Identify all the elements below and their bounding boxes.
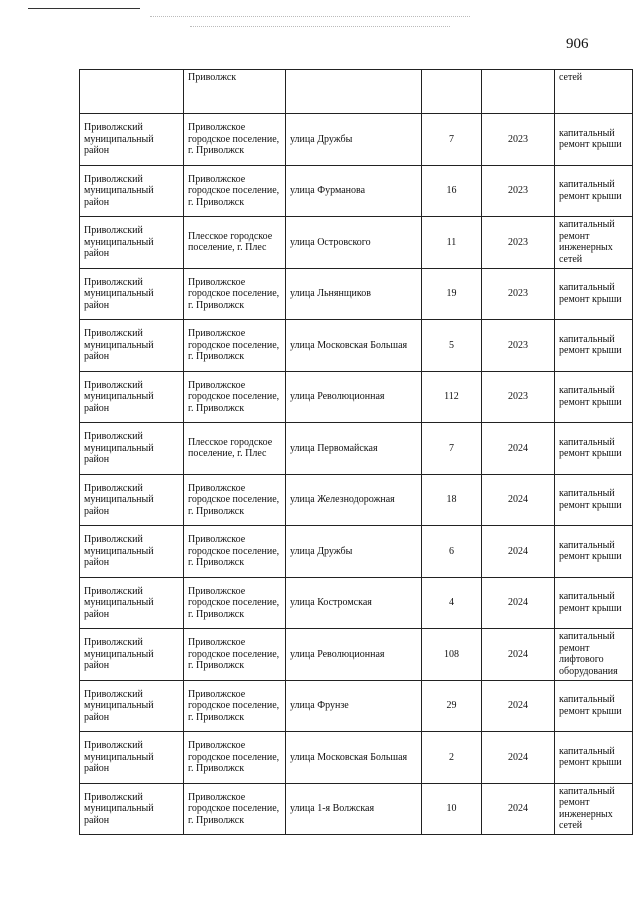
cell-district: Приволжский муниципальный район [80, 629, 184, 681]
cell-district: Приволжский муниципальный район [80, 217, 184, 269]
cell-house-number: 10 [422, 783, 482, 835]
cell-year: 2024 [482, 680, 555, 732]
cell-house-number: 18 [422, 474, 482, 526]
cell-district: Приволжский муниципальный район [80, 165, 184, 217]
cell-district: Приволжский муниципальный район [80, 474, 184, 526]
cell-house-number: 112 [422, 371, 482, 423]
cell-settlement: Приволжское городское поселение, г. Приволжск [184, 526, 286, 578]
cell-street: улица Льнянщиков [286, 268, 422, 320]
cell-house-number: 7 [422, 114, 482, 166]
cell-street: улица Революционная [286, 371, 422, 423]
cell-district: Приволжский муниципальный район [80, 371, 184, 423]
cell-street: улица Московская Большая [286, 320, 422, 372]
cell-settlement: Плесское городское поселение, г. Плес [184, 217, 286, 269]
page-number: 906 [566, 36, 589, 52]
cell-street: улица Дружбы [286, 114, 422, 166]
cell-street: улица Революционная [286, 629, 422, 681]
cell-house-number: 5 [422, 320, 482, 372]
cell-work-type: капитальный ремонт крыши [555, 114, 633, 166]
cell-street: улица Железнодорожная [286, 474, 422, 526]
cell-work-type: капитальный ремонт инженерных сетей [555, 217, 633, 269]
cell-work-type: капитальный ремонт крыши [555, 732, 633, 784]
cell-year: 2023 [482, 320, 555, 372]
cell-settlement: Приволжское городское поселение, г. Приволжск [184, 268, 286, 320]
cell-house-number: 2 [422, 732, 482, 784]
cell-work-type: капитальный ремонт крыши [555, 526, 633, 578]
cell-year: 2024 [482, 474, 555, 526]
table-row [80, 783, 633, 835]
cell-district: Приволжский муниципальный район [80, 732, 184, 784]
cell-house-number [422, 70, 482, 114]
repair-schedule-table [79, 69, 633, 835]
cell-year: 2023 [482, 114, 555, 166]
cell-district: Приволжский муниципальный район [80, 268, 184, 320]
cell-district: Приволжский муниципальный район [80, 526, 184, 578]
cell-work-type: капитальный ремонт крыши [555, 268, 633, 320]
cell-year: 2024 [482, 629, 555, 681]
cell-work-type: капитальный ремонт крыши [555, 680, 633, 732]
cell-street: улица Московская Большая [286, 732, 422, 784]
cell-district: Приволжский муниципальный район [80, 680, 184, 732]
cell-work-type: капитальный ремонт крыши [555, 165, 633, 217]
cell-district: Приволжский муниципальный район [80, 783, 184, 835]
table-row [80, 474, 633, 526]
table-row [80, 526, 633, 578]
cell-year: 2023 [482, 217, 555, 269]
cell-work-type: капитальный ремонт крыши [555, 577, 633, 629]
cell-district: Приволжский муниципальный район [80, 114, 184, 166]
cell-year: 2023 [482, 165, 555, 217]
cell-work-type: капитальный ремонт крыши [555, 423, 633, 475]
cell-work-type: сетей [555, 70, 633, 114]
cell-settlement: Приволжское городское поселение, г. Приволжск [184, 783, 286, 835]
table-row [80, 268, 633, 320]
table-row [80, 577, 633, 629]
cell-settlement: Приволжское городское поселение, г. Приволжск [184, 320, 286, 372]
cell-district: Приволжский муниципальный район [80, 423, 184, 475]
cell-work-type: капитальный ремонт инженерных сетей [555, 783, 633, 835]
cell-house-number: 16 [422, 165, 482, 217]
cell-year: 2024 [482, 423, 555, 475]
header-rule [28, 8, 140, 9]
cell-settlement: Приволжское городское поселение, г. Приволжск [184, 474, 286, 526]
cell-settlement: Плесское городское поселение, г. Плес [184, 423, 286, 475]
cell-settlement: Приволжское городское поселение, г. Приволжск [184, 629, 286, 681]
cell-house-number: 19 [422, 268, 482, 320]
cell-settlement: Приволжское городское поселение, г. Приволжск [184, 732, 286, 784]
cell-year: 2023 [482, 371, 555, 423]
table-row-continuation [80, 70, 633, 114]
cell-house-number: 4 [422, 577, 482, 629]
table-row [80, 629, 633, 681]
cell-street: улица Островского [286, 217, 422, 269]
cell-street: улица Дружбы [286, 526, 422, 578]
cell-work-type: капитальный ремонт крыши [555, 320, 633, 372]
table-row [80, 371, 633, 423]
cell-district: Приволжский муниципальный район [80, 577, 184, 629]
cell-year: 2023 [482, 268, 555, 320]
cell-settlement: Приволжск [184, 70, 286, 114]
cell-settlement: Приволжское городское поселение, г. Приволжск [184, 577, 286, 629]
cell-street [286, 70, 422, 114]
cell-settlement: Приволжское городское поселение, г. Приволжск [184, 371, 286, 423]
table-row [80, 217, 633, 269]
table-row [80, 165, 633, 217]
table-row [80, 114, 633, 166]
table-row [80, 320, 633, 372]
cell-settlement: Приволжское городское поселение, г. Приволжск [184, 114, 286, 166]
cell-work-type: капитальный ремонт лифтового оборудования [555, 629, 633, 681]
cell-district: Приволжский муниципальный район [80, 320, 184, 372]
cell-settlement: Приволжское городское поселение, г. Приволжск [184, 680, 286, 732]
cell-street: улица Фурманова [286, 165, 422, 217]
cell-house-number: 6 [422, 526, 482, 578]
table-row [80, 732, 633, 784]
cell-year: 2024 [482, 732, 555, 784]
cell-house-number: 7 [422, 423, 482, 475]
table-body [80, 70, 633, 835]
cell-street: улица Первомайская [286, 423, 422, 475]
scan-noise [190, 26, 450, 27]
table-row [80, 680, 633, 732]
cell-year: 2024 [482, 577, 555, 629]
cell-work-type: капитальный ремонт крыши [555, 371, 633, 423]
cell-street: улица Фрунзе [286, 680, 422, 732]
cell-year: 2024 [482, 526, 555, 578]
cell-house-number: 108 [422, 629, 482, 681]
cell-street: улица 1-я Волжская [286, 783, 422, 835]
scan-noise [150, 16, 470, 17]
table-row [80, 423, 633, 475]
cell-work-type: капитальный ремонт крыши [555, 474, 633, 526]
cell-house-number: 29 [422, 680, 482, 732]
cell-house-number: 11 [422, 217, 482, 269]
cell-district [80, 70, 184, 114]
cell-year: 2024 [482, 783, 555, 835]
cell-settlement: Приволжское городское поселение, г. Приволжск [184, 165, 286, 217]
cell-street: улица Костромская [286, 577, 422, 629]
cell-year [482, 70, 555, 114]
